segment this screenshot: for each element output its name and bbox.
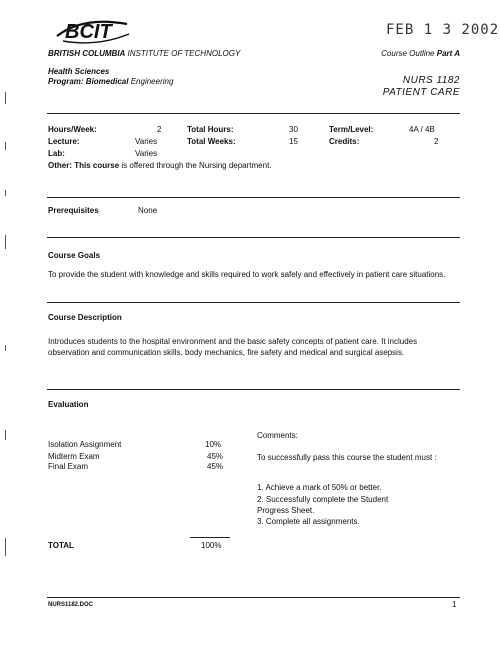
total-hours-label: Total Hours: (187, 125, 234, 134)
scan-mark (5, 190, 6, 196)
divider (47, 302, 460, 303)
term-level-value: 4A / 4B (409, 125, 435, 134)
evaluation-item-percent: 45% (207, 462, 224, 471)
received-date-stamp: FEB 1 3 2002 (386, 22, 500, 38)
bcit-logo (53, 14, 133, 46)
course-title: PATIENT CARE (382, 87, 460, 98)
scan-mark (5, 142, 6, 150)
school-name: Health Sciences (48, 67, 110, 76)
total-hours-value: 30 (289, 125, 298, 134)
program-line: Program: Biomedical Engineering (48, 77, 174, 86)
divider (47, 197, 460, 198)
lecture-value: Varies (135, 137, 158, 146)
hours-week-label: Hours/Week: (48, 125, 97, 134)
total-value: 100% (201, 541, 222, 550)
logo-text: BCIT (65, 21, 112, 43)
evaluation-item-name: Final Exam (48, 462, 89, 471)
scan-mark (5, 345, 6, 351)
course-goals-heading: Course Goals (48, 251, 101, 260)
institute-name: BRITISH COLUMBIA INSTITUTE OF TECHNOLOGY (48, 49, 241, 58)
requirement-item: 1. Achieve a mark of 50% or better. (257, 483, 382, 492)
lab-label: Lab: (48, 149, 65, 158)
course-outline-label: Course Outline Part A (381, 49, 460, 58)
divider (47, 389, 460, 390)
course-code: NURS 1182 (402, 75, 460, 86)
total-weeks-label: Total Weeks: (187, 137, 236, 146)
total-weeks-value: 15 (289, 137, 298, 146)
credits-label: Credits: (329, 137, 360, 146)
comments-label: Comments: (257, 431, 298, 440)
footer-page-number: 1 (452, 600, 457, 609)
evaluation-item-name: Isolation Assignment (48, 440, 122, 449)
footer-filename: NURS1182.DOC (48, 602, 94, 608)
evaluation-item-name: Midterm Exam (48, 452, 100, 461)
term-level-label: Term/Level: (329, 125, 374, 134)
footer-divider (47, 597, 460, 598)
course-description-text: Introduces students to the hospital environment and the basic safety concepts of patient care. It includes observation and communication skills, body mechanics, fire safety and medical and surgical asepsis. (48, 337, 418, 357)
evaluation-item-percent: 45% (207, 452, 224, 461)
evaluation-heading: Evaluation (48, 400, 89, 409)
comments-intro: To successfully pass this course the student must : (257, 453, 437, 462)
course-goals-text: To provide the student with knowledge and skills required to work safely and effectively in patient care situations. (48, 270, 446, 279)
scan-mark (5, 235, 6, 249)
credits-value: 2 (434, 137, 439, 146)
scan-mark (5, 538, 6, 556)
lecture-label: Lecture: (48, 137, 80, 146)
other-line: Other: This course is offered through the Nursing department. (48, 161, 272, 170)
divider (47, 237, 460, 238)
divider (47, 113, 460, 114)
requirement-item: 3. Complete all assignments. (257, 517, 360, 526)
total-label: TOTAL (48, 541, 74, 550)
scan-mark (5, 430, 6, 440)
total-rule (190, 537, 230, 538)
lab-value: Varies (135, 149, 158, 158)
hours-week-value: 2 (157, 125, 162, 134)
prerequisites-label: Prerequisites (48, 206, 99, 215)
requirement-item: 2. Successfully complete the Student Progress Sheet. (257, 495, 389, 515)
scan-mark (5, 92, 6, 104)
evaluation-item-percent: 10% (205, 440, 222, 449)
prerequisites-value: None (138, 206, 158, 215)
course-description-heading: Course Description (48, 313, 122, 322)
